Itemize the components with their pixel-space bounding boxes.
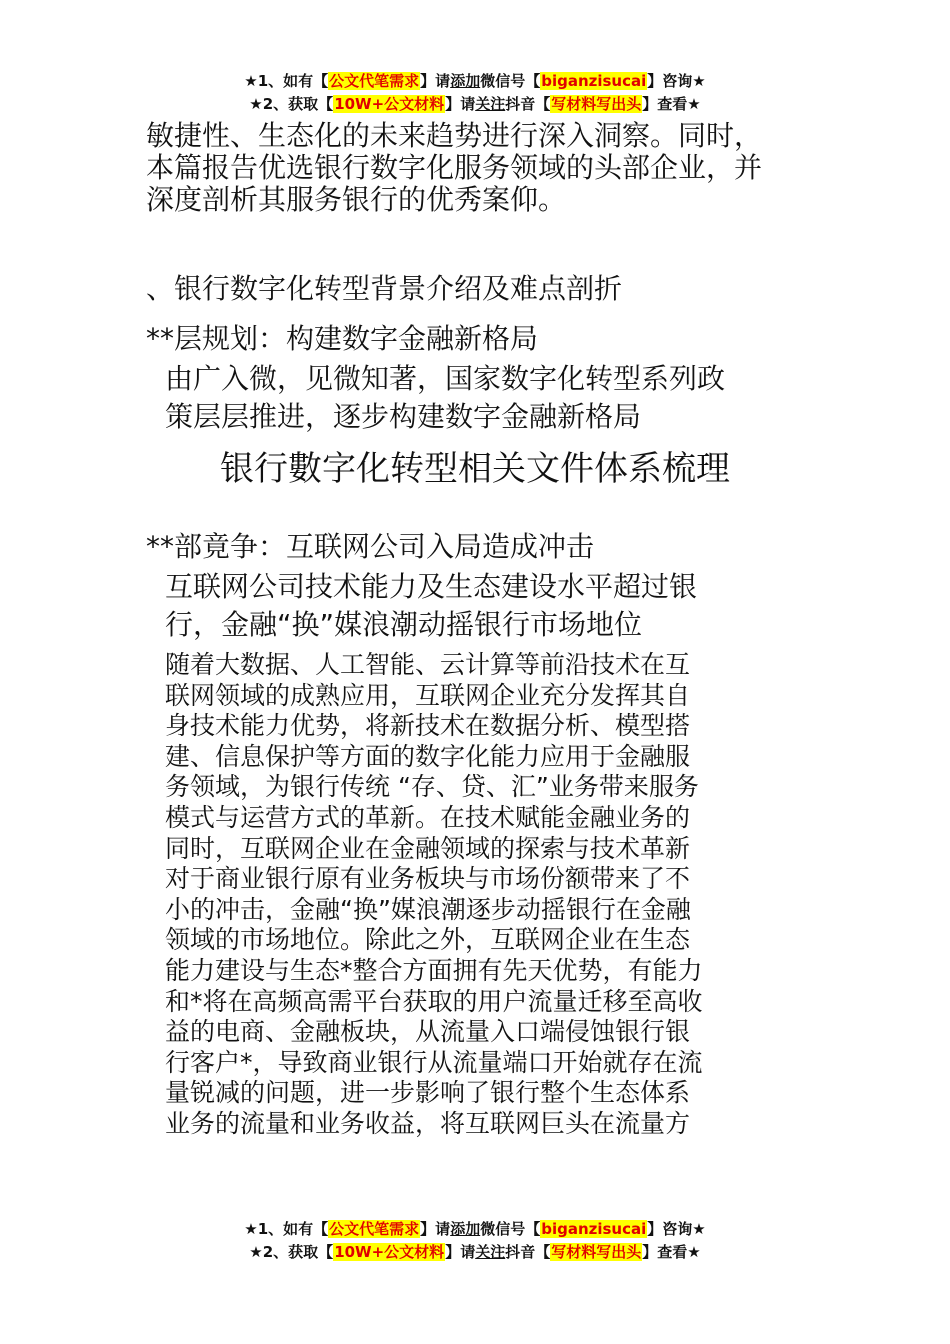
desc-line: 策层层推进，逐步构建数字金融新格局 (165, 400, 642, 433)
banner-text: 抖音【 (505, 1243, 551, 1261)
footer-banner (0, 1218, 950, 1264)
desc-line: 互联网公司技术能力及生态建设水平超过银 (165, 570, 698, 603)
banner-text: 微信号【 (480, 72, 541, 90)
banner-text: ★1、如有【 (244, 1220, 329, 1238)
banner-line-2 (0, 93, 950, 116)
banner-text: ★2、获取【 (249, 1243, 334, 1261)
banner-highlight-service: 公文代笔需求 (329, 72, 420, 90)
banner-highlight-service: 公文代笔需求 (329, 1220, 420, 1238)
banner-text: 】请 (445, 1243, 476, 1261)
desc-line: 由广入微，见微知著，国家数字化转型系列政 (165, 362, 726, 395)
subsection-desc-competition (165, 568, 697, 644)
banner-underlined-text: 关注 (475, 95, 506, 113)
subsection-desc-policy (165, 360, 725, 436)
banner-line-1 (0, 70, 950, 93)
body-line: 和*将在高频高需平台获取的用户流量迁移至高收 (165, 986, 703, 1016)
body-line: 对于商业银行原有业务板块与市场份额带来了不 (165, 864, 691, 894)
body-line: 务领域，为银行传统 “存、贷、汇”业务带来服务 (165, 772, 699, 802)
banner-line-2 (0, 1241, 950, 1264)
intro-line: 敏捷性、生态化的未来趋势进行深入洞察。同时， (146, 119, 763, 152)
body-line: 益的电商、金融板块，从流量入口端侵蚀银行银 (165, 1017, 691, 1047)
banner-highlight-materials: 10W+公文材料 (334, 1243, 445, 1261)
figure-title: 银行數字化转型相关文件体系梳理 (220, 449, 730, 489)
banner-line-1 (0, 1218, 950, 1241)
banner-underlined-text: 添加 (450, 1220, 481, 1238)
subsection-heading-competition: **部竟争：互联网公司入局造成冲击 (146, 530, 595, 563)
body-line: 同时，互联网企业在金融领域的探索与技术革新 (165, 833, 691, 863)
banner-highlight-wechat-id: biganzisucai (541, 72, 647, 90)
body-line: 量锐减的问题，进一步影响了银行整个生态体系 (165, 1078, 691, 1108)
desc-line: 行，金融“换”媒浪潮动摇银行市场地位 (165, 608, 643, 641)
banner-text: 抖音【 (505, 95, 551, 113)
body-line: 行客户*，导致商业银行从流量端口开始就存在流 (165, 1047, 703, 1077)
intro-line: 本篇报告优选银行数字化服务领域的头部企业，并 (146, 151, 763, 184)
subsection-heading-policy: **层规划：构建数字金融新格局 (146, 322, 539, 355)
body-line: 随着大数据、人工智能、云计算等前沿技术在互 (165, 650, 691, 679)
intro-line: 深度剖析其服务银行的优秀案仰。 (146, 183, 567, 216)
banner-text: 】咨询★ (647, 72, 706, 90)
banner-text: 】请 (420, 1220, 451, 1238)
banner-text: 】咨询★ (647, 1220, 706, 1238)
banner-text: 】查看★ (642, 1243, 701, 1261)
banner-text: 】请 (445, 95, 476, 113)
banner-highlight-douyin: 写材料写出头 (551, 95, 642, 113)
banner-text: ★2、获取【 (249, 95, 334, 113)
body-line: 身技术能力优势，将新技术在数据分析、模型搭 (165, 711, 691, 741)
header-banner (0, 70, 950, 116)
banner-text: 微信号【 (480, 1220, 541, 1238)
banner-highlight-materials: 10W+公文材料 (334, 95, 445, 113)
banner-underlined-text: 关注 (475, 1243, 506, 1261)
banner-highlight-douyin: 写材料写出头 (551, 1243, 642, 1261)
body-line: 能力建设与生态*整合方面拥有先天优势，有能力 (165, 955, 703, 985)
body-line: 模式与运营方式的革新。在技术赋能金融业务的 (165, 802, 691, 832)
body-line: 建、信息保护等方面的数字化能力应用于金融服 (165, 741, 691, 771)
body-line: 业务的流量和业务收益，将互联网巨头在流量方 (165, 1108, 691, 1138)
banner-text: 】请 (420, 72, 451, 90)
body-line: 联网领域的成熟应用，互联网企业充分发挥其自 (165, 680, 691, 710)
banner-underlined-text: 添加 (450, 72, 481, 90)
banner-text: ★1、如有【 (244, 72, 329, 90)
banner-highlight-wechat-id: biganzisucai (541, 1220, 647, 1238)
intro-paragraph (146, 120, 762, 216)
banner-text: 】查看★ (642, 95, 701, 113)
body-paragraph (165, 650, 703, 1140)
body-line: 小的冲击，金融“换”媒浪潮逐步动摇银行在金融 (165, 894, 691, 924)
section-title: 、银行数字化转型背景介绍及难点剖折 (146, 272, 623, 305)
body-line: 领域的市场地位。除此之外，互联网企业在生态 (165, 925, 691, 955)
